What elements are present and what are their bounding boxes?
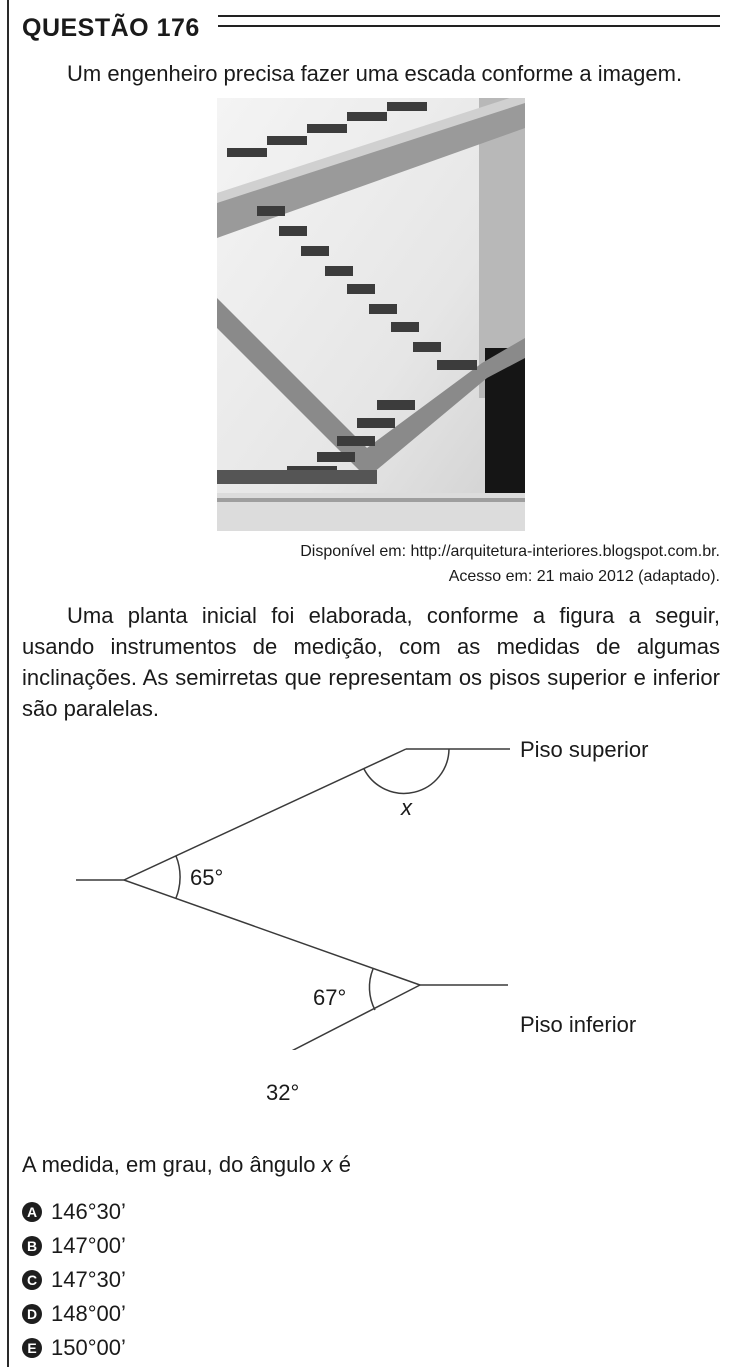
lower-slope-line [202, 985, 420, 1050]
arc-67 [369, 969, 375, 1010]
option-d-letter-icon: D [22, 1304, 42, 1324]
title-double-rule [218, 15, 720, 27]
angle-diagram [60, 730, 740, 1050]
label-piso-inferior: Piso inferior [520, 1012, 637, 1037]
label-angle-32: 32° [266, 1080, 300, 1105]
question-header [22, 8, 200, 48]
option-b-text: 147°00’ [51, 1233, 126, 1258]
label-angle-67: 67° [313, 985, 347, 1010]
question-suffix: é [332, 1152, 352, 1177]
intro-text: Um engenheiro precisa fazer uma escada conforme a imagem. [67, 61, 683, 86]
arc-x [364, 749, 449, 793]
option-e[interactable] [22, 1331, 126, 1365]
label-angle-65: 65° [190, 865, 224, 890]
staircase-photo [217, 98, 525, 531]
answer-options [22, 1195, 126, 1365]
option-e-letter-icon: E [22, 1338, 42, 1358]
option-a-text: 146°30’ [51, 1199, 126, 1224]
option-a-letter-icon: A [22, 1202, 42, 1222]
option-b-letter-icon: B [22, 1236, 42, 1256]
option-e-text: 150°00’ [51, 1335, 126, 1360]
question-variable: x [321, 1152, 333, 1177]
option-b[interactable] [22, 1229, 126, 1263]
source-access-date: Acesso em: 21 maio 2012 (adaptado). [448, 568, 720, 585]
option-c-letter-icon: C [22, 1270, 42, 1290]
plan-description: Uma planta inicial foi elaborada, conforme a figura a seguir, usando instrumentos de medição, com as medidas de algumas inclinações. As semirretas que representam os pisos superior e inferior são paralelas. [22, 603, 720, 721]
middle-slope-line [124, 880, 420, 985]
option-d-text: 148°00’ [51, 1301, 126, 1326]
arc-65 [176, 856, 180, 898]
upper-slope-line [124, 749, 406, 880]
source-url: Disponível em: http://arquitetura-interiores.blogspot.com.br. [300, 543, 720, 560]
label-angle-x: x [401, 795, 412, 820]
option-c-text: 147°30’ [51, 1267, 126, 1292]
question-text: A medida, em grau, do ângulo [22, 1152, 322, 1177]
option-a[interactable] [22, 1195, 126, 1229]
option-c[interactable] [22, 1263, 126, 1297]
option-d[interactable] [22, 1297, 126, 1331]
question-title: QUESTÃO 176 [22, 13, 200, 42]
page-left-border [7, 0, 9, 1367]
label-piso-superior: Piso superior [520, 737, 649, 762]
question-prompt [22, 1150, 351, 1180]
